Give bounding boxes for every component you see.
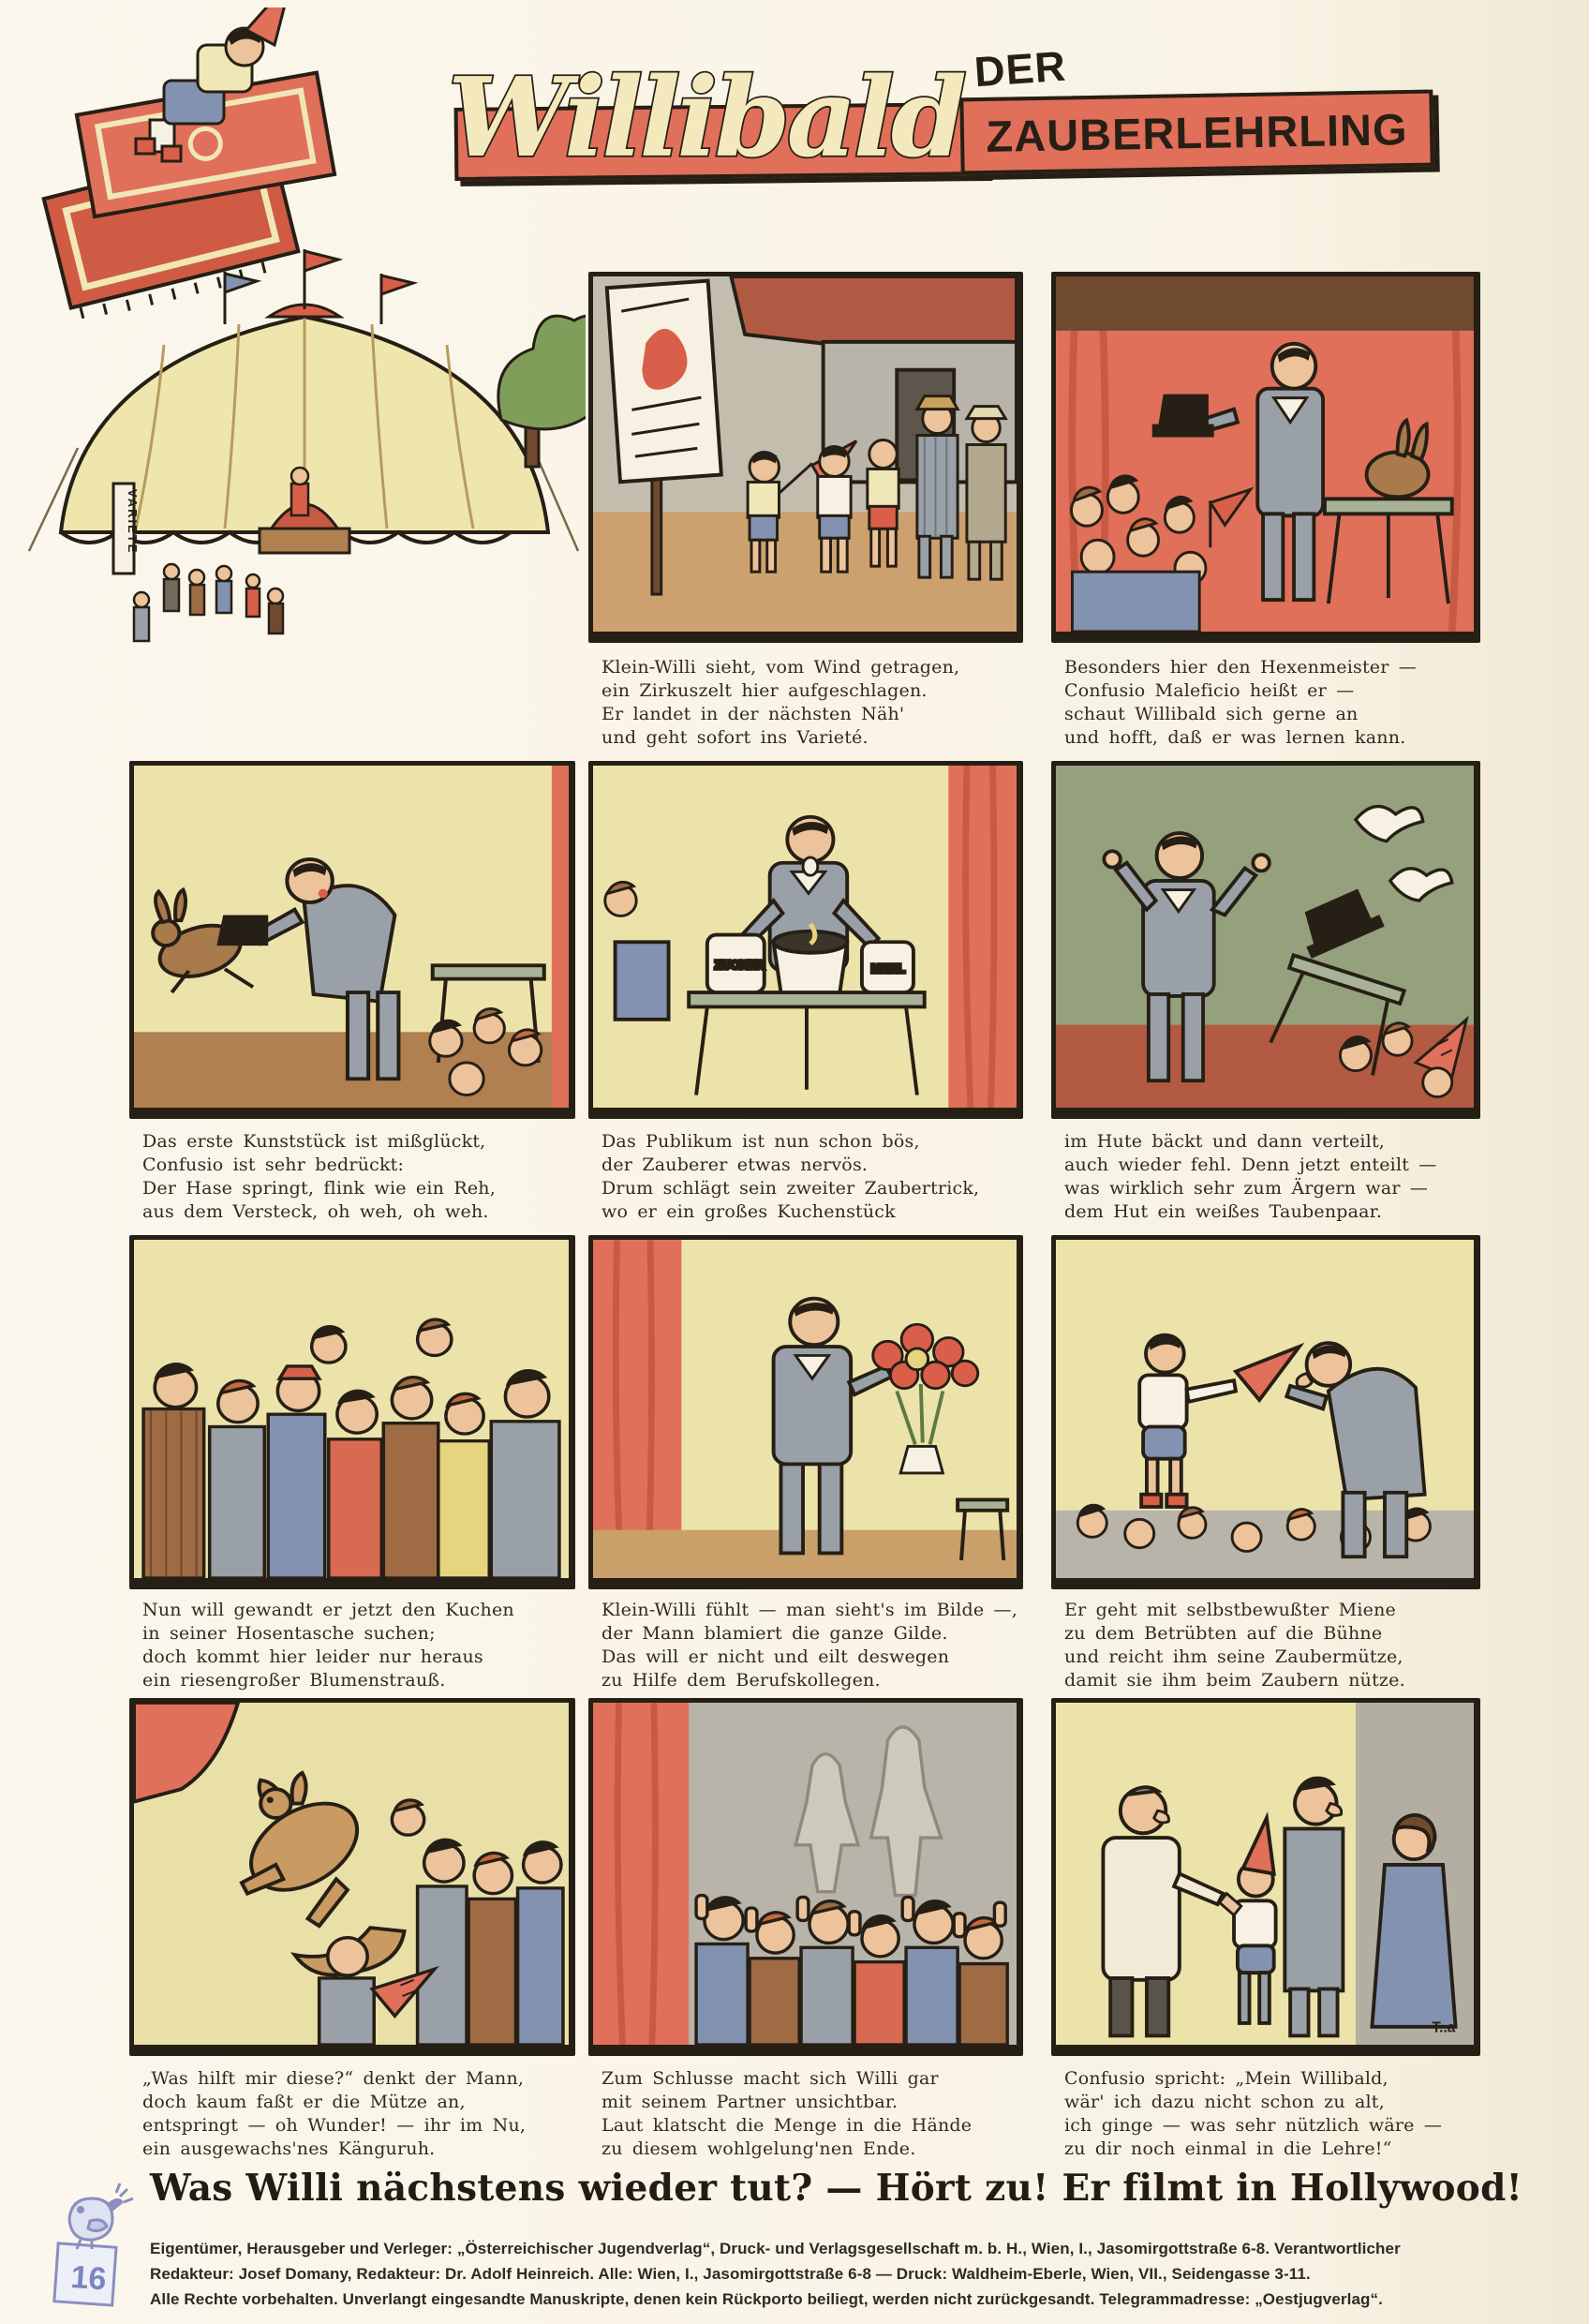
- caption-3: Das erste Kunststück ist mißglückt, Confusio ist sehr bedrückt: Der Hase springt, flink wie ein Reh, aus dem Versteck, oh weh, oh weh.: [142, 1131, 496, 1222]
- caption-9: „Was hilft mir diese?“ denkt der Mann, doch kaum faßt er die Mütze an, entspringt — oh Wunder! — ihr im Nu, ein ausgewachs'nes Känguruh.: [142, 2068, 527, 2159]
- page-number: 16: [69, 2258, 108, 2298]
- panel-6-laughing-crowd: [129, 1235, 575, 1589]
- panel-8-willi-offers-cap: [1051, 1235, 1480, 1589]
- artist-signature: T..a: [1432, 2019, 1456, 2036]
- title-der: DER: [973, 41, 1068, 97]
- caption-8: Er geht mit selbstbewußter Miene zu dem Betrübten auf die Bühne und reicht ihm seine Zaubermütze, damit sie ihm beim Zaubern nütze.: [1064, 1600, 1405, 1691]
- caption-1: Klein-Willi sieht, vom Wind getragen, ein Zirkuszelt hier aufgeschlagen. Er landet in der nächsten Näh' und geht sofort ins Varieté.: [601, 657, 960, 748]
- title-banner-zauberlehrling: [959, 90, 1433, 175]
- caption-10: Zum Schlusse macht sich Willi gar mit seinem Partner unsichtbar. Laut klatscht die Menge in die Hände zu diesem wohlgelung'nen Ende.: [601, 2068, 973, 2159]
- panel-9-kangaroo: [129, 1698, 575, 2056]
- panel-3-rabbit-escapes: [129, 761, 575, 1119]
- variete-sign-label: VARIETE: [126, 489, 140, 555]
- imprint-text: Eigentümer, Herausgeber und Verleger: „Österreichischer Jugendverlag“, Druck- und Verlagsgesellschaft m. b. H., Wien, I., Jasomirgottstraße 6-8. Verantwortlicher Redakteur: Josef Domany, Redakteur: Dr. Adolf Heinreich. Alle: Wien, I., Jasomirgottstraße 6-8 — Druck: Waldheim-Eberle, Wien, VII., Seidengasse 3-11. Alle Rechte vorbehalten. Unverlangt eingesandte Manuskripte, denen kein Rückporto beiliegt, werden nicht zurückgesandt. Telegrammadresse: „Oestjugverlag“.: [150, 2240, 1401, 2308]
- caption-11: Confusio spricht: „Mein Willibald, wär' ich dazu nicht schon zu alt, ich ginge — was sehr nützlich wäre — zu dir noch einmal in die Lehre!“: [1064, 2068, 1443, 2159]
- page-number-mascot: [34, 2176, 146, 2313]
- zucker-sack-label: ZUCKER: [714, 959, 765, 973]
- panel-11-backstage-farewell: [1051, 1698, 1480, 2056]
- mehl-sack-label: MEHL: [870, 962, 905, 976]
- carpet-and-tent-art: [23, 7, 586, 722]
- panel-1-willi-sees-poster: [588, 272, 1023, 643]
- caption-2: Besonders hier den Hexenmeister — Confusio Maleficio heißt er — schaut Willibald sich gerne an und hofft, daß er was lernen kann.: [1064, 657, 1417, 748]
- panel-5-doves-escape: [1051, 761, 1480, 1119]
- caption-6: Nun will gewandt er jetzt den Kuchen in seiner Hosentasche suchen; doch kommt hier leider nur heraus ein riesengroßer Blumenstrauß.: [142, 1600, 514, 1691]
- caption-7: Klein-Willi fühlt — man sieht's im Bilde —, der Mann blamiert die ganze Gilde. Das will er nicht und eilt deswegen zu Hilfe dem Berufskollegen.: [601, 1600, 1017, 1691]
- teaser-line: Was Willi nächstens wieder tut? — Hört zu! Er filmt in Hollywood!: [150, 2167, 1523, 2210]
- panel-2-hexenmeister-stage: [1051, 272, 1480, 643]
- caption-4: Das Publikum ist nun schon bös, der Zauberer etwas nervös. Drum schlägt sein zweiter Zaubertrick, wo er ein großes Kuchenstück: [601, 1131, 980, 1222]
- panel-10-invisible-finale: [588, 1698, 1023, 2056]
- panel-4-mixing-in-hat: [588, 761, 1023, 1119]
- panel-7-bouquet: [588, 1235, 1023, 1589]
- title-subtitle: ZAUBERLEHRLING: [986, 103, 1408, 161]
- title-text: Willibald: [448, 54, 963, 182]
- caption-5: im Hute bäckt und dann verteilt, auch wieder fehl. Denn jetzt enteilt — was wirklich sehr zum Ärgern war — dem Hut ein weißes Taubenpaar.: [1064, 1131, 1437, 1222]
